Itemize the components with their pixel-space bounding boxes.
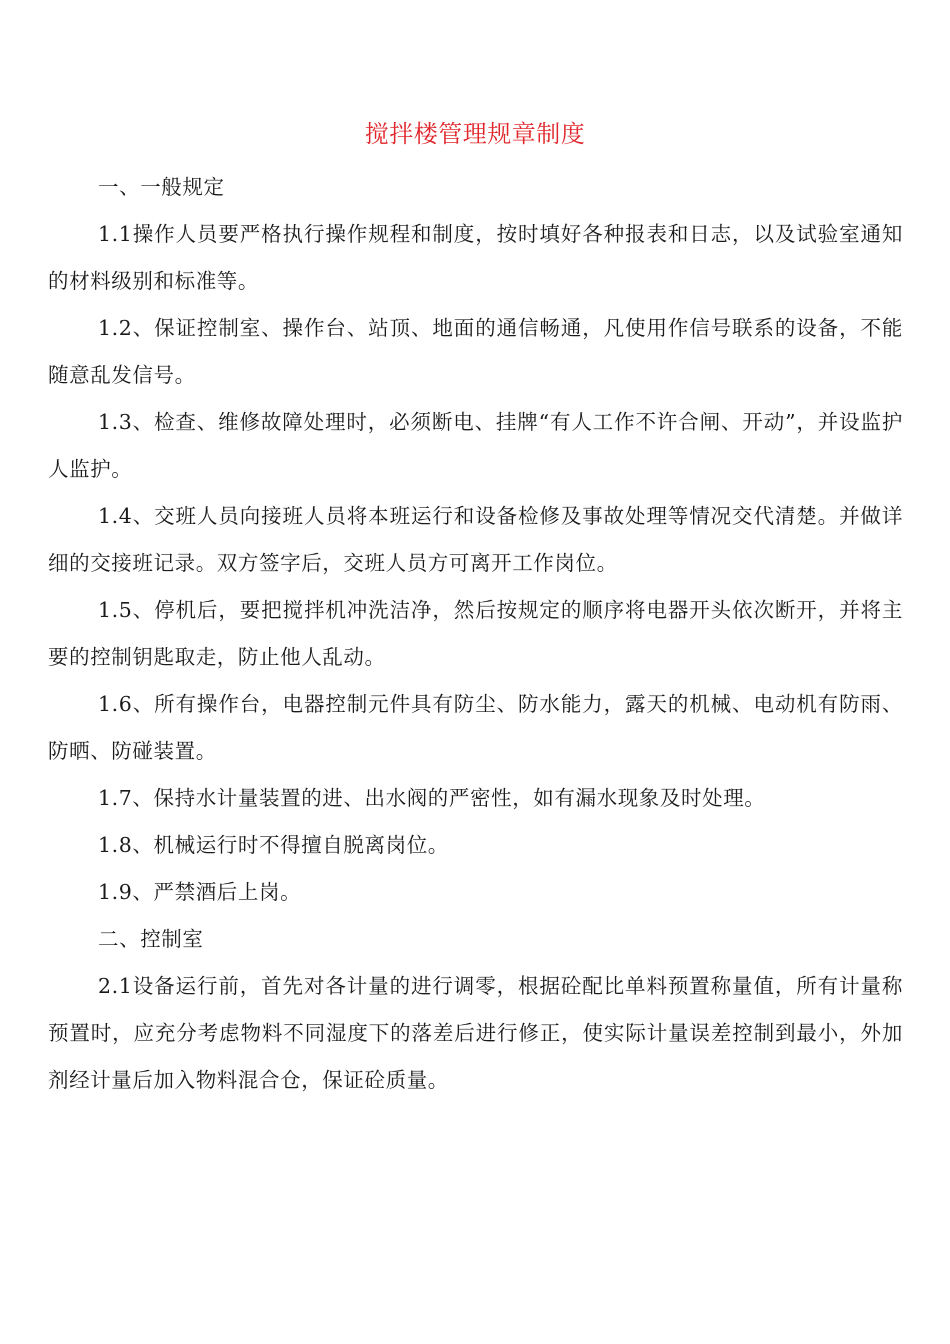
document-title: 搅拌楼管理规章制度 (364, 120, 586, 148)
rule-1-7: 1.7、保持水计量装置的进、出水阀的严密性，如有漏水现象及时处理。 (98, 786, 766, 810)
rule-1-8: 1.8、机械运行时不得擅自脱离岗位。 (98, 833, 449, 857)
section-heading-general-rules: 一、一般规定 (98, 175, 225, 199)
document-body (48, 164, 903, 1104)
rule-1-3: 1.3、检查、维修故障处理时，必须断电、挂牌“有人工作不许合闸、开动”，并设监护人监护。 (48, 410, 903, 481)
rule-1-4: 1.4、交班人员向接班人员将本班运行和设备检修及事故处理等情况交代清楚。并做详细的交接班记录。双方签字后，交班人员方可离开工作岗位。 (48, 504, 903, 575)
rule-1-9: 1.9、严禁酒后上岗。 (98, 880, 302, 904)
section-heading-control-room: 二、控制室 (98, 927, 204, 951)
rule-1-5: 1.5、停机后，要把搅拌机冲洗洁净，然后按规定的顺序将电器开头依次断开，并将主要的控制钥匙取走，防止他人乱动。 (48, 598, 903, 669)
rule-1-2: 1.2、保证控制室、操作台、站顶、地面的通信畅通，凡使用作信号联系的设备，不能随意乱发信号。 (48, 316, 903, 387)
rule-1-1: 1.1操作人员要严格执行操作规程和制度，按时填好各种报表和日志，以及试验室通知的材料级别和标准等。 (48, 222, 903, 293)
rule-2-1: 2.1设备运行前，首先对各计量的进行调零，根据砼配比单料预置称量值，所有计量称预置时，应充分考虑物料不同湿度下的落差后进行修正，使实际计量误差控制到最小，外加剂经计量后加入物料混合仓，保证砼质量。 (48, 974, 903, 1092)
rule-1-6: 1.6、所有操作台，电器控制元件具有防尘、防水能力，露天的机械、电动机有防雨、防晒、防碰装置。 (48, 692, 903, 763)
